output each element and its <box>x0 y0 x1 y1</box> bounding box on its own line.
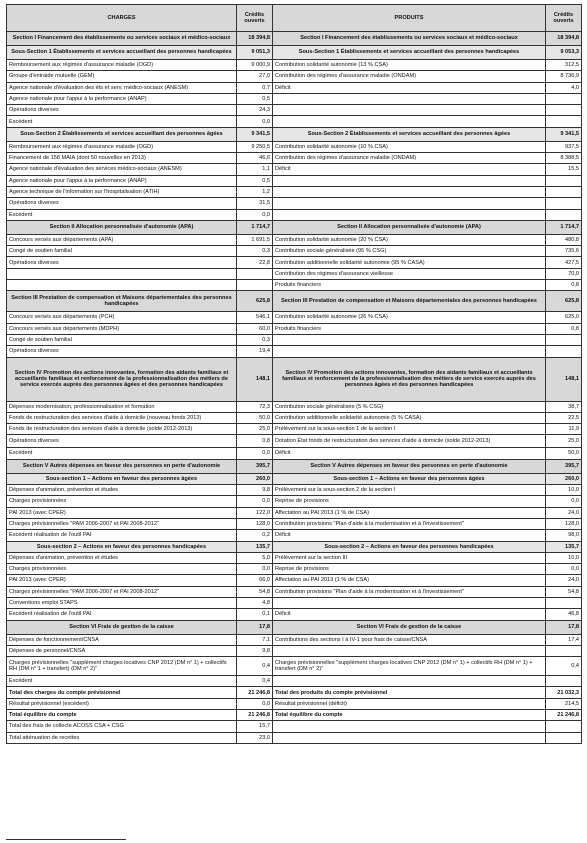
charge-amount: 0,0 <box>237 564 273 575</box>
produit-amount: 24,0 <box>546 575 582 586</box>
produit-amount: 46,8 <box>546 609 582 620</box>
produit-amount: 395,7 <box>546 459 582 473</box>
charge-label: Dépenses de personnel/CNSA <box>7 645 237 656</box>
produit-label: Sous-Section 2 Établissements et services accueillant des personnes âgées <box>273 127 546 141</box>
subsection-row <box>7 473 582 484</box>
table-row <box>7 435 582 448</box>
produit-amount: 70,0 <box>546 268 582 279</box>
table-row <box>7 448 582 459</box>
charge-label: Section III Prestation de compensation et Maisons départementales des personnes handicapées <box>7 291 237 312</box>
produit-label <box>273 721 546 732</box>
charge-label: Section IV Promotion des actions innovantes, formation des aidants familiaux et accueillants familiaux et renforcement de la professionnalisation des métiers de service exercés auprès des personnes âgées et des personnes handicapées <box>7 357 237 401</box>
produit-amount <box>546 198 582 209</box>
charge-amount: 54,8 <box>237 586 273 597</box>
charge-label: Excédent <box>7 676 237 687</box>
charge-label: Agence nationale pour l'appui à la performance (ANAP) <box>7 93 237 104</box>
charge-amount: 0,0 <box>237 496 273 507</box>
produit-amount: 22,5 <box>546 412 582 423</box>
produit-label: Contribution solidarité autonomie (10 % CSA) <box>273 141 546 152</box>
table-row <box>7 334 582 345</box>
charge-amount: 9,8 <box>237 485 273 496</box>
produit-amount: 21 032,3 <box>546 687 582 698</box>
produit-label: Reprise de provisions <box>273 496 546 507</box>
table-row <box>7 645 582 656</box>
produit-amount: 0,4 <box>546 657 582 676</box>
produit-label: Déficit <box>273 82 546 93</box>
charge-label: PAI 2013 (avec CPER) <box>7 575 237 586</box>
budget-document <box>6 4 581 744</box>
header-credits-left: Crédits ouverts <box>237 5 273 32</box>
header-credits-right: Crédits ouverts <box>546 5 582 32</box>
table-row <box>7 496 582 507</box>
produit-label: Contribution solidarité autonomie (20 % CSA) <box>273 234 546 245</box>
produit-label: Prélèvement sur la section III <box>273 552 546 563</box>
section-row <box>7 620 582 634</box>
produit-label <box>273 198 546 209</box>
charge-amount: 0,0 <box>237 448 273 459</box>
section-row <box>7 220 582 234</box>
charge-amount <box>237 268 273 279</box>
produit-label: Dotation État fonds de restructuration des services d'aide à domicile (solde 2012-2013) <box>273 435 546 448</box>
charge-amount: 4,8 <box>237 597 273 608</box>
produit-amount <box>546 645 582 656</box>
produit-label: Contribution provisions "Plan d'aide à la modernisation et à l'investissement" <box>273 586 546 597</box>
produit-amount: 625,0 <box>546 312 582 323</box>
produit-label: Section III Prestation de compensation et Maisons départementales des personnes handicapées <box>273 291 546 312</box>
produit-amount: 8 388,5 <box>546 153 582 164</box>
charge-label: Opérations diverses <box>7 346 237 357</box>
charge-amount: 1 691,5 <box>237 234 273 245</box>
charge-label: Agence nationale d'évaluation des éts et serv. médico-sociaux (ANESM) <box>7 82 237 93</box>
charge-amount: 50,0 <box>237 412 273 423</box>
produit-amount: 0,8 <box>546 323 582 334</box>
table-row <box>7 424 582 435</box>
table-row <box>7 552 582 563</box>
produit-amount <box>546 209 582 220</box>
charge-label: Concours versés aux départements (APA) <box>7 234 237 245</box>
produit-amount: 50,0 <box>546 448 582 459</box>
table-row <box>7 657 582 676</box>
charge-amount: 0,0 <box>237 116 273 127</box>
produit-label: Contribution solidarité autonomie (13 % CSA) <box>273 60 546 71</box>
charge-amount: 0,2 <box>237 530 273 541</box>
produit-label: Déficit <box>273 530 546 541</box>
charge-label <box>7 268 237 279</box>
charge-amount: 260,0 <box>237 473 273 484</box>
charge-amount: 625,8 <box>237 291 273 312</box>
table-row <box>7 175 582 186</box>
produit-amount: 17,8 <box>546 620 582 634</box>
charge-label: Section I Financement des établissements ou services sociaux et médico-sociaux <box>7 32 237 46</box>
charge-amount: 25,0 <box>237 424 273 435</box>
produit-label <box>273 209 546 220</box>
charge-amount: 9,8 <box>237 645 273 656</box>
table-row <box>7 401 582 412</box>
produit-label: Contribution additionnelle solidarité autonomie (5 % CASA) <box>273 412 546 423</box>
produit-label: Section I Financement des établissements ou services sociaux et médico-sociaux <box>273 32 546 46</box>
produit-label <box>273 105 546 116</box>
produit-label: Déficit <box>273 448 546 459</box>
charge-label: Charges prévisionnelles "PAM 2006-2007 et PAI 2008-2012" <box>7 586 237 597</box>
produit-amount <box>546 334 582 345</box>
charge-amount: 395,7 <box>237 459 273 473</box>
footnote-rule <box>6 839 126 840</box>
charge-amount: 9 250,5 <box>237 141 273 152</box>
charge-amount: 31,5 <box>237 198 273 209</box>
charge-amount: 0,3 <box>237 246 273 257</box>
table-row <box>7 153 582 164</box>
table-row <box>7 186 582 197</box>
charge-amount: 0,5 <box>237 175 273 186</box>
charge-amount: 0,0 <box>237 698 273 709</box>
table-row <box>7 597 582 608</box>
produit-amount <box>546 721 582 732</box>
produit-amount <box>546 93 582 104</box>
charge-label: Excédent réalisation de l'outil PAI <box>7 530 237 541</box>
charge-label: Dépenses d'animation, prévention et études <box>7 552 237 563</box>
charge-amount: 9 051,3 <box>237 46 273 60</box>
produit-label: Prélèvement sur la sous-section 1 de la section I <box>273 424 546 435</box>
charge-label: Total des charges du compte prévisionnel <box>7 687 237 698</box>
charge-amount: 7,1 <box>237 634 273 645</box>
header-charges: CHARGES <box>7 5 237 32</box>
charge-amount: 546,1 <box>237 312 273 323</box>
table-row <box>7 586 582 597</box>
charge-amount: 5,0 <box>237 552 273 563</box>
budget-table <box>6 4 582 744</box>
produit-label: Produits financiers <box>273 280 546 291</box>
produit-label: Total des produits du compte prévisionnel <box>273 687 546 698</box>
charge-amount: 0,5 <box>237 93 273 104</box>
produit-amount: 98,0 <box>546 530 582 541</box>
table-row <box>7 164 582 175</box>
produit-label: Contribution solidarité autonomie (26 % CSA) <box>273 312 546 323</box>
table-row <box>7 575 582 586</box>
charge-amount: 72,3 <box>237 401 273 412</box>
charge-label: Agence nationale pour l'appui à la performance (ANAP) <box>7 175 237 186</box>
table-row <box>7 412 582 423</box>
produit-label <box>273 186 546 197</box>
charge-amount: 1,2 <box>237 186 273 197</box>
charge-label: Congé de soutien familial <box>7 334 237 345</box>
charge-amount: 0,7 <box>237 82 273 93</box>
produit-amount: 11,9 <box>546 424 582 435</box>
charge-amount: 24,3 <box>237 105 273 116</box>
charge-amount: 46,6 <box>237 153 273 164</box>
produit-amount: 25,0 <box>546 435 582 448</box>
section-row <box>7 459 582 473</box>
produit-label: Affectation au PAI 2013 (1 % de CSA) <box>273 507 546 518</box>
produit-amount: 427,5 <box>546 257 582 268</box>
charge-label: Excédent <box>7 448 237 459</box>
produit-label: Affectation au PAI 2013 (1 % de CSA) <box>273 575 546 586</box>
charge-amount: 18 394,8 <box>237 32 273 46</box>
charge-label: Congé de soutien familial <box>7 246 237 257</box>
charge-amount: 21 246,8 <box>237 687 273 698</box>
charge-label: Opérations diverses <box>7 105 237 116</box>
table-row <box>7 634 582 645</box>
table-row <box>7 564 582 575</box>
charge-label: Résultat prévisionnel (excédent) <box>7 698 237 709</box>
produit-label <box>273 645 546 656</box>
table-row <box>7 116 582 127</box>
charge-label: Concours versés aux départements (PCH) <box>7 312 237 323</box>
produit-label <box>273 676 546 687</box>
charge-label: Concours versés aux départements (MDPH) <box>7 323 237 334</box>
produit-label: Contribution des régimes d'assurance maladie (ONDAM) <box>273 153 546 164</box>
table-row <box>7 518 582 529</box>
charge-amount: 60,0 <box>237 323 273 334</box>
charge-amount: 0,4 <box>237 657 273 676</box>
produit-label <box>273 732 546 743</box>
charge-label: Dépenses d'animation, prévention et études <box>7 485 237 496</box>
charge-label: Section II Allocation personnalisée d'autonomie (APA) <box>7 220 237 234</box>
produit-amount <box>546 186 582 197</box>
charge-amount: 15,7 <box>237 721 273 732</box>
total-row <box>7 710 582 721</box>
produit-amount: 1 714,7 <box>546 220 582 234</box>
produit-label: Contribution sociale généralisée (5 % CSG) <box>273 401 546 412</box>
produit-label <box>273 93 546 104</box>
produit-amount: 38,7 <box>546 401 582 412</box>
produit-label: Contribution des régimes d'assurance maladie (ONDAM) <box>273 71 546 82</box>
charge-amount <box>237 280 273 291</box>
header-produits: PRODUITS <box>273 5 546 32</box>
produit-amount: 0,8 <box>546 280 582 291</box>
subsection-row <box>7 127 582 141</box>
table-row <box>7 141 582 152</box>
produit-label: Reprise de provisions <box>273 564 546 575</box>
charge-label: Remboursement aux régimes d'assurance maladie (OGD) <box>7 60 237 71</box>
charge-label: Groupe d'entraide mutuelle (GEM) <box>7 71 237 82</box>
charge-amount: 1 714,7 <box>237 220 273 234</box>
charge-label <box>7 280 237 291</box>
produit-amount: 10,0 <box>546 485 582 496</box>
produit-label: Contribution des régimes d'assurance vieillesse <box>273 268 546 279</box>
produit-amount: 937,5 <box>546 141 582 152</box>
charge-label: Excédent <box>7 209 237 220</box>
charge-amount: 66,0 <box>237 575 273 586</box>
section-row <box>7 357 582 401</box>
charge-label: Sous-Section 1 Établissements et services accueillant des personnes handicapées <box>7 46 237 60</box>
table-row <box>7 268 582 279</box>
produit-amount: 4,0 <box>546 82 582 93</box>
section-row <box>7 291 582 312</box>
produit-label <box>273 597 546 608</box>
charge-amount: 0,0 <box>237 209 273 220</box>
produit-label: Charges prévisionnelles "supplément charges locatives CNP 2012 (DM n° 1) + collectifs RH (DM n° 1) + transfert (DM n° 2)" <box>273 657 546 676</box>
charge-amount: 0,1 <box>237 609 273 620</box>
table-row <box>7 71 582 82</box>
charge-label: Charges provisionnées <box>7 564 237 575</box>
produit-amount: 735,6 <box>546 246 582 257</box>
charge-label: Agence nationale d'évaluation des services médico-sociaux (ANESM) <box>7 164 237 175</box>
produit-amount: 8 736,9 <box>546 71 582 82</box>
produit-amount <box>546 105 582 116</box>
charge-amount: 27,0 <box>237 71 273 82</box>
total-row <box>7 687 582 698</box>
charge-label: Excédent <box>7 116 237 127</box>
produit-label: Contribution sociale généralisée (95 % CSG) <box>273 246 546 257</box>
charge-amount: 128,0 <box>237 518 273 529</box>
produit-label <box>273 334 546 345</box>
produit-amount <box>546 346 582 357</box>
produit-amount: 148,1 <box>546 357 582 401</box>
table-row <box>7 209 582 220</box>
charge-label: Sous-section 2 – Actions en faveur des personnes handicapées <box>7 541 237 552</box>
charge-amount: 22,8 <box>237 257 273 268</box>
subsection-row <box>7 46 582 60</box>
subsection-row <box>7 541 582 552</box>
charge-label: Agence technique de l'information sur l'hospitalisation (ATIH) <box>7 186 237 197</box>
charge-amount: 23,0 <box>237 732 273 743</box>
produit-amount: 0,0 <box>546 496 582 507</box>
table-row <box>7 609 582 620</box>
table-row <box>7 246 582 257</box>
charge-label: Excédent réalisation de l'outil PAI <box>7 609 237 620</box>
produit-amount: 214,5 <box>546 698 582 709</box>
produit-amount: 9 341,5 <box>546 127 582 141</box>
produit-label: Déficit <box>273 609 546 620</box>
charge-amount: 17,8 <box>237 620 273 634</box>
table-row <box>7 280 582 291</box>
produit-label: Produits financiers <box>273 323 546 334</box>
table-row <box>7 82 582 93</box>
table-row <box>7 323 582 334</box>
charge-label: Opérations diverses <box>7 435 237 448</box>
produit-label: Contribution provisions "Plan d'aide à la modernisation et à l'investissement" <box>273 518 546 529</box>
produit-label <box>273 346 546 357</box>
charge-label: Opérations diverses <box>7 198 237 209</box>
charge-amount: 21 246,8 <box>237 710 273 721</box>
table-row <box>7 105 582 116</box>
produit-amount: 54,8 <box>546 586 582 597</box>
produit-amount: 480,8 <box>546 234 582 245</box>
charge-label: Opérations diverses <box>7 257 237 268</box>
produit-label: Section IV Promotion des actions innovantes, formation des aidants familiaux et accueillants familiaux et renforcement de la professionnalisation des métiers de service exercés auprès des personnes âgées et des personnes handicapées <box>273 357 546 401</box>
charge-label: Total des frais de collecte ACOSS CSA + CSG <box>7 721 237 732</box>
produit-amount <box>546 175 582 186</box>
table-row <box>7 732 582 743</box>
produit-amount <box>546 676 582 687</box>
produit-label: Contributions des sections I à IV-1 pour frais de caisse/CNSA <box>273 634 546 645</box>
charge-amount: 135,7 <box>237 541 273 552</box>
charge-amount: 0,8 <box>237 435 273 448</box>
produit-label: Total équilibre du compte <box>273 710 546 721</box>
produit-amount: 18 394,8 <box>546 32 582 46</box>
table-body <box>7 32 582 744</box>
charge-amount: 1,1 <box>237 164 273 175</box>
charge-label: Fonds de restructuration des services d'aide à domicile (nouveau fonds 2013) <box>7 412 237 423</box>
table-row <box>7 60 582 71</box>
charge-label: Charges prévisionnelles "supplément charges locatives CNP 2012 (DM n° 1) + collectifs RH (DM n° 1 + transfert) (DM n° 2)" <box>7 657 237 676</box>
table-row <box>7 507 582 518</box>
charge-label: Total équilibre du compte <box>7 710 237 721</box>
produit-amount: 128,0 <box>546 518 582 529</box>
table-row <box>7 257 582 268</box>
charge-label: Dépenses de fonctionnement/CNSA <box>7 634 237 645</box>
section-row <box>7 32 582 46</box>
charge-label: Conventions emploi STAPS <box>7 597 237 608</box>
produit-amount <box>546 597 582 608</box>
table-row <box>7 721 582 732</box>
produit-label: Déficit <box>273 164 546 175</box>
produit-amount: 0,0 <box>546 564 582 575</box>
charge-amount: 9 341,5 <box>237 127 273 141</box>
charge-amount: 9 000,9 <box>237 60 273 71</box>
charge-amount: 0,3 <box>237 334 273 345</box>
produit-amount: 9 053,3 <box>546 46 582 60</box>
produit-amount <box>546 116 582 127</box>
produit-label: Sous-section 2 – Actions en faveur des personnes handicapées <box>273 541 546 552</box>
produit-label <box>273 175 546 186</box>
produit-label: Prélèvement sur la sous-section 2 de la section I <box>273 485 546 496</box>
charge-label: Sous-Section 2 Établissements et services accueillant des personnes âgées <box>7 127 237 141</box>
produit-amount <box>546 732 582 743</box>
charge-label: Charges provisionnées <box>7 496 237 507</box>
charge-amount: 122,0 <box>237 507 273 518</box>
table-row <box>7 312 582 323</box>
produit-amount: 625,8 <box>546 291 582 312</box>
produit-amount: 135,7 <box>546 541 582 552</box>
table-row <box>7 698 582 709</box>
produit-amount: 17,4 <box>546 634 582 645</box>
charge-label: Total atténuation de recettes <box>7 732 237 743</box>
produit-amount: 312,5 <box>546 60 582 71</box>
charge-amount: 0,4 <box>237 676 273 687</box>
table-row <box>7 485 582 496</box>
charge-amount: 19,4 <box>237 346 273 357</box>
charge-label: Section VI Frais de gestion de la caisse <box>7 620 237 634</box>
produit-label: Section VI Frais de gestion de la caisse <box>273 620 546 634</box>
charge-label: Sous-section 1 – Actions en faveur des personnes âgées <box>7 473 237 484</box>
produit-label: Contribution additionnelle solidarité autonomie (95 % CASA) <box>273 257 546 268</box>
produit-label: Section II Allocation personnalisée d'autonomie (APA) <box>273 220 546 234</box>
produit-label: Sous-section 1 – Actions en faveur des personnes âgées <box>273 473 546 484</box>
charge-label: Dépenses modernisation, professionnalisation et formation <box>7 401 237 412</box>
charge-label: PAI 2013 (avec CPER) <box>7 507 237 518</box>
charge-amount: 148,1 <box>237 357 273 401</box>
charge-label: Financement de 158 MAIA (dont 50 nouvelles en 2013) <box>7 153 237 164</box>
produit-label: Sous-Section 1 Établissements et services accueillant des personnes handicapées <box>273 46 546 60</box>
table-header-row <box>7 5 582 32</box>
produit-amount: 15,5 <box>546 164 582 175</box>
table-row <box>7 198 582 209</box>
produit-label: Section V Autres dépenses en faveur des personnes en perte d'autonomie <box>273 459 546 473</box>
charge-label: Remboursement aux régimes d'assurance maladie (OGD) <box>7 141 237 152</box>
charge-label: Section V Autres dépenses en faveur des personnes en perte d'autonomie <box>7 459 237 473</box>
produit-label <box>273 116 546 127</box>
produit-amount: 260,0 <box>546 473 582 484</box>
table-row <box>7 234 582 245</box>
charge-label: Fonds de restructuration des services d'aide à domicile (solde 2012-2013) <box>7 424 237 435</box>
produit-amount: 10,0 <box>546 552 582 563</box>
table-row <box>7 530 582 541</box>
table-row <box>7 676 582 687</box>
table-row <box>7 346 582 357</box>
produit-label: Résultat prévisionnel (déficit) <box>273 698 546 709</box>
produit-amount: 21 246,8 <box>546 710 582 721</box>
charge-label: Charges prévisionnelles "PAM 2006-2007 et PAI 2008-2012" <box>7 518 237 529</box>
table-row <box>7 93 582 104</box>
produit-amount: 24,0 <box>546 507 582 518</box>
